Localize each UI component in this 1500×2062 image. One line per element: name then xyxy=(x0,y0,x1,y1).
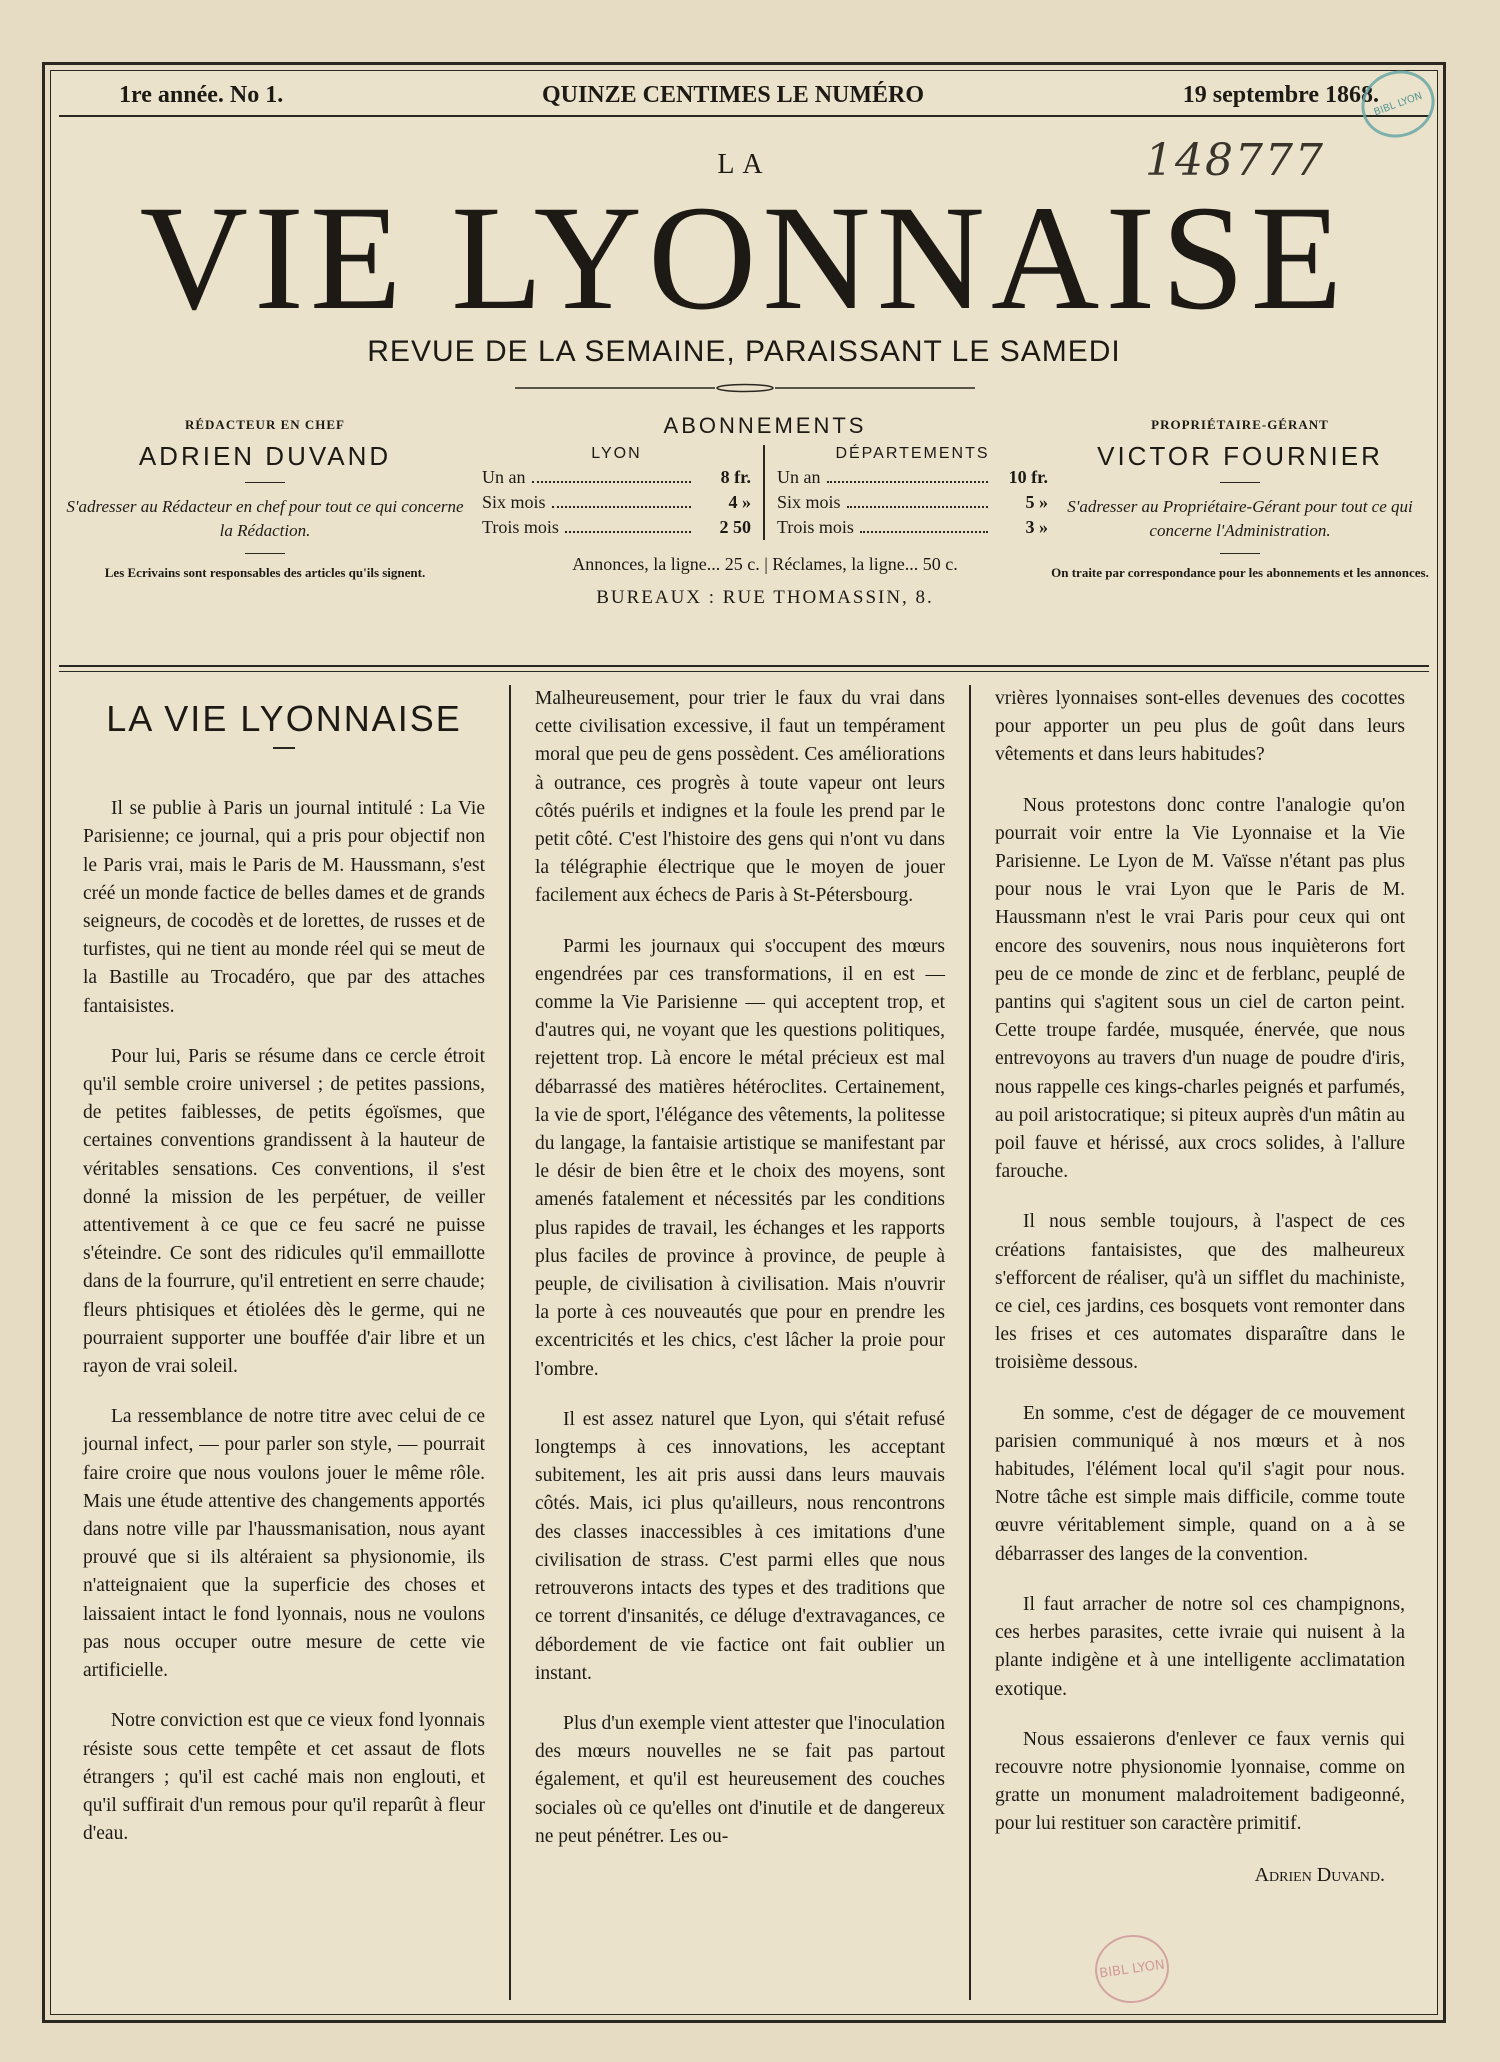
price: QUINZE CENTIMES LE NUMÉRO xyxy=(541,81,925,108)
redacteur-label: RÉDACTEUR EN CHEF xyxy=(184,417,345,432)
bureaux-address: BUREAUX : RUE THOMASSIN, 8. xyxy=(596,587,934,608)
abo-head-lyon: LYON xyxy=(591,445,642,462)
masthead-article: LA xyxy=(717,149,771,180)
paragraph: Notre conviction est que ce vieux fond lyonnais résiste sous cette tempête et cet assaut de flots étrangers ; qu'il est caché mais non englouti, et qu'il suffirait d'un remous pour qu'il reparût à fleur d'eau. xyxy=(83,1710,485,1845)
masthead-subtitle: REVUE DE LA SEMAINE, PARAISSANT LE SAMEDI xyxy=(367,335,1121,368)
header-rule xyxy=(59,665,1429,672)
newspaper-page xyxy=(42,62,1446,2023)
paragraph: Il est assez naturel que Lyon, qui s'était refusé longtemps à ces innovations, les acceptant subitement, les ait pris aussi dans leurs mauvais côtés. Mais, ici plus qu'ailleurs, nous rencontrons des classes inaccessibles à ces imitations d'une civilisation de strass. C'est parmi elles que nous retrouverons intacts des types et des traditions que ce torrent d'insanités, ce déluge d'extravagances, ce débordement de vie factice ont fait oublier un instant. xyxy=(535,1408,945,1684)
proprietaire-name: VICTOR FOURNIER xyxy=(1097,441,1383,471)
abo-row: Un an 8 fr. xyxy=(482,467,751,487)
article-signature: Adrien Duvand. xyxy=(1254,1863,1385,1886)
abonnements-title: ABONNEMENTS xyxy=(663,413,867,438)
article-title: LA VIE LYONNAISE xyxy=(106,698,462,739)
title-dash xyxy=(273,747,295,749)
proprietaire-block xyxy=(1040,417,1440,582)
issue-number: 1re année. No 1. xyxy=(119,81,284,108)
abonnements-departements xyxy=(765,445,1060,540)
abo-head-departements: DÉPARTEMENTS xyxy=(835,445,990,462)
library-stamp-top: BIBL LYON xyxy=(1352,60,1444,147)
redacteur-name: ADRIEN DUVAND xyxy=(138,441,392,471)
issue-date: 19 septembre 1868. xyxy=(1182,81,1379,108)
ornament xyxy=(245,482,285,483)
paragraph: Plus d'un exemple vient attester que l'inoculation des mœurs nouvelles ne se fait pas partout également, et qu'il est heureusement des couches sociales où ce qu'elles ont d'inutile et de dangereux ne peut pénétrer. Les ou- xyxy=(535,1712,945,1847)
ornament xyxy=(1220,482,1260,483)
abonnements-lyon xyxy=(470,445,765,540)
column-2 xyxy=(511,685,971,2000)
annonces-line: Annonces, la ligne... 25 c. | Réclames, la ligne... 50 c. xyxy=(572,554,958,574)
paragraph: Pour lui, Paris se résume dans ce cercle étroit qu'il semble croire universel ; de petites passions, de petites faiblesses, de petits égoïsmes, que certaines conventions grandissent à la hauteur de véritables sensations. Ces conventions, il s'est donné la mission de les perpétuer, de veiller attentivement à ce que ce feu sacré ne puisse s'éteindre. Ce sont des ridicules qu'il emmaillotte dans de la fourrure, qu'il entretient en serre chaude; fleurs phtisiques et étiolées dès le germe, qui ne pourraient supporter une bouffée d'air libre et un rayon de vrai soleil. xyxy=(83,1045,485,1378)
paragraph: vrières lyonnaises sont-elles devenues des cocottes pour apporter un peu plus de goût dans leurs vêtements et dans leurs habitudes? xyxy=(995,688,1405,766)
redacteur-note: Les Ecrivains sont responsables des articles qu'ils signent. xyxy=(104,565,426,580)
abo-row: Trois mois 2 50 xyxy=(482,517,751,537)
abonnements-block xyxy=(470,413,1060,609)
paragraph: Il se publie à Paris un journal intitulé : La Vie Parisienne; ce journal, qui a pris pour objectif non le Paris vrai, mais le Paris de M. Haussmann, s'est créé un monde factice de belles dames et de grands seigneurs, de cocodès et de lorettes, de russes et de turfistes, qui ne tient au monde réel qui se meut de la Bastille au Trocadéro, que par des attaches fantaisistes. xyxy=(83,798,485,1017)
top-bar xyxy=(59,75,1429,117)
handwritten-number: 148777 xyxy=(1145,135,1325,186)
paragraph: Il nous semble toujours, à l'aspect de ces créations fantaisistes, que des malheureux s'efforcent de réaliser, qu'à un sifflet du machiniste, ce ciel, ces jardins, ces bosquets vont remonter dans les frises et ces automates disparaître dans le troisième dessous. xyxy=(995,1211,1405,1374)
abo-row: Six mois 4 » xyxy=(482,492,751,512)
paragraph: La ressemblance de notre titre avec celui de ce journal infect, — pour parler son style, — pourrait faire croire que nous voulons jouer le même rôle. Mais une étude attentive des changements apportés dans notre ville par l'haussmanisation, nous ayant prouvé que si ils altéraient sa physionomie, ils n'atteignaient que la superficie des choses et laissaient intact le fond lyonnais, nous ne voulons pas nous occuper outre mesure de cette vie artificielle. xyxy=(83,1406,485,1682)
paragraph: Parmi les journaux qui s'occupent des mœurs engendrées par ces transformations, il en est — comme la Vie Parisienne — qui acceptent trop, et d'autres qui, ne voyant que les questions politiques, rejettent trop. Là encore le métal précieux est mal débarrassé des matières hétéroclites. Certainement, la vie de sport, l'élégance des vêtements, la politesse du langage, la fantaisie artistique se manifestant par le désir de bien être et le choix des moyens, sont amenés fatalement et nécessités par les conditions plus rapides de travail, les échanges et les rapports plus faciles de province à province, de peuple à peuple, de civilisation à civilisation. Mais n'ouvrir la porte à ces nouveautés que pour en prendre les excentricités et les chics, c'est lâcher la proie pour l'ombre. xyxy=(535,935,945,1380)
paragraph: Nous essaierons d'enlever ce faux vernis qui recouvre notre physionomie lyonnaise, comme on gratte un monument maladroitement badigeonné, pour lui restituer son caractère primitif. xyxy=(995,1728,1405,1835)
proprietaire-label: PROPRIÉTAIRE-GÉRANT xyxy=(1151,417,1329,432)
paragraph: En somme, c'est de dégager de ce mouvement parisien communiqué à nos mœurs et à nos habitudes, l'élément local qu'il s'agit pour nous. Notre tâche est simple mais difficile, comme toute œuvre véritablement simple, quand on a à se débarrasser des langes de la convention. xyxy=(995,1402,1405,1565)
paragraph: Nous protestons donc contre l'analogie qu'on pourrait voir entre la Vie Lyonnaise et la Vie Parisienne. Le Lyon de M. Vaïsse n'étant pas plus pour nous le vrai Lyon que le Paris de M. Haussmann n'est le vrai Paris pour ceux qui ont encore des souvenirs, nous nous inquièterons fort peu de ce monde de zinc et de ferblanc, peuplé de pantins qui s'agitent sous un ciel de carton peint. Cette troupe fardée, musquée, énervée, que nous entrevoyons au travers d'un nuage de poudre d'iris, nous rappelle ces kings-charles peignés et parfumés, au poil aristocratique; si piteux auprès d'un mâtin au poil fauve et hérissé, aux crocs solides, à l'allure farouche. xyxy=(995,794,1405,1183)
column-1 xyxy=(59,685,511,2000)
paragraph: Il faut arracher de notre sol ces champignons, ces herbes parasites, cette ivraie qui nuisent à la plante indigène et à une intelligente acclimatation exotique. xyxy=(995,1593,1405,1700)
ornament xyxy=(1220,553,1260,554)
column-3 xyxy=(971,685,1429,2000)
proprietaire-address: S'adresser au Propriétaire-Gérant pour tout ce qui concerne l'Administration. xyxy=(1067,497,1413,540)
abo-row: Trois mois 3 » xyxy=(777,517,1048,537)
abo-row: Un an 10 fr. xyxy=(777,467,1048,487)
flourish-divider xyxy=(515,383,975,393)
masthead-title: VIE LYONNAISE xyxy=(139,175,1349,341)
paragraph: Malheureusement, pour trier le faux du vrai dans cette civilisation excessive, il faut un tempérament moral que peu de gens possèdent. Ces améliorations à outrance, ces progrès à toute vapeur ont leurs côtés puérils et indignes et la foule les prend par le petit côté. C'est l'histoire des gens qui n'ont vu dans la télégraphie électrique que le moyen de jouer facilement aux échecs de Paris à St-Pétersbourg. xyxy=(535,688,945,907)
proprietaire-note: On traite par correspondance pour les abonnements et les annonces. xyxy=(1051,565,1429,580)
redacteur-block xyxy=(65,417,465,582)
abo-row: Six mois 5 » xyxy=(777,492,1048,512)
article-body xyxy=(59,685,1429,2000)
library-stamp-bottom: BIBL LYON xyxy=(1091,1930,1174,2008)
redacteur-address: S'adresser au Rédacteur en chef pour tout ce qui concerne la Rédaction. xyxy=(66,497,464,540)
ornament xyxy=(245,553,285,554)
